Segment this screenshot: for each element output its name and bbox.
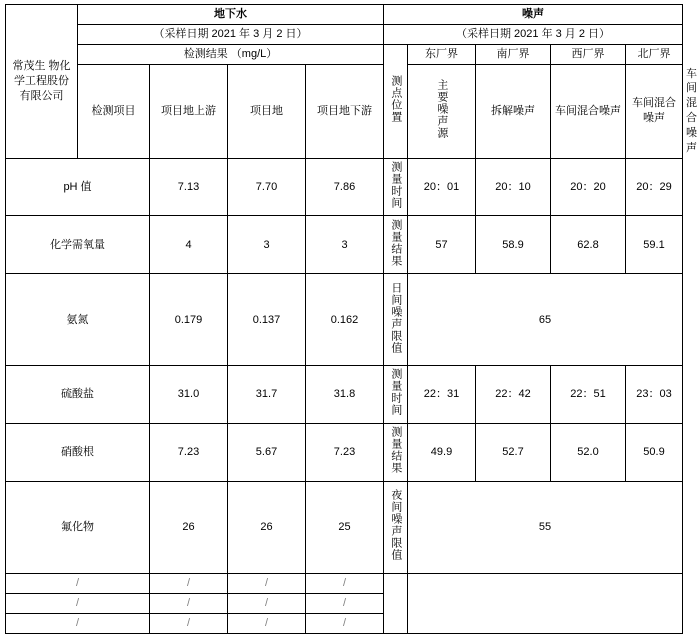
empty-cell-downstream: / bbox=[306, 574, 384, 594]
cell-result-day-east: 57 bbox=[408, 216, 476, 274]
table-row bbox=[6, 274, 683, 366]
table-header-date-row bbox=[6, 24, 683, 44]
row-label-measure-time-day: 测量时间 bbox=[384, 158, 408, 216]
header-site-west: 西厂界 bbox=[551, 44, 626, 64]
empty-cell-site: / bbox=[228, 574, 306, 594]
table-row bbox=[6, 424, 683, 482]
empty-noise-value-cell bbox=[408, 574, 683, 634]
cell-day-noise-limit-value: 65 bbox=[408, 274, 683, 366]
row-label-measure-result-night: 测量结果 bbox=[384, 424, 408, 482]
header-site-east: 东厂界 bbox=[408, 44, 476, 64]
empty-cell-item: / bbox=[6, 593, 150, 613]
cell-sulfate-site: 31.7 bbox=[228, 366, 306, 424]
cell-night-noise-limit-value: 55 bbox=[408, 482, 683, 574]
empty-cell-upstream: / bbox=[150, 593, 228, 613]
table-row bbox=[6, 216, 683, 274]
cell-cod-downstream: 3 bbox=[306, 216, 384, 274]
cell-time-night-north: 23：03 bbox=[626, 366, 683, 424]
header-groundwater-date: （采样日期 2021 年 3 月 2 日） bbox=[78, 24, 384, 44]
row-item-fluoride: 氟化物 bbox=[6, 482, 150, 574]
row-item-nitrate: 硝酸根 bbox=[6, 424, 150, 482]
cell-result-night-west: 52.0 bbox=[551, 424, 626, 482]
cell-result-day-south: 58.9 bbox=[476, 216, 551, 274]
empty-cell-downstream: / bbox=[306, 593, 384, 613]
cell-time-night-south: 22：42 bbox=[476, 366, 551, 424]
table-row bbox=[6, 366, 683, 424]
cell-time-day-south: 20：10 bbox=[476, 158, 551, 216]
cell-ph-upstream: 7.13 bbox=[150, 158, 228, 216]
monitoring-data-table bbox=[5, 4, 697, 634]
cell-fluoride-site: 26 bbox=[228, 482, 306, 574]
empty-cell-upstream: / bbox=[150, 613, 228, 633]
cell-result-day-north: 59.1 bbox=[626, 216, 683, 274]
cell-ammonia-upstream: 0.179 bbox=[150, 274, 228, 366]
cell-nitrate-downstream: 7.23 bbox=[306, 424, 384, 482]
cell-cod-site: 3 bbox=[228, 216, 306, 274]
header-site-south: 南厂界 bbox=[476, 44, 551, 64]
empty-cell-downstream: / bbox=[306, 613, 384, 633]
header-source-west: 车间混合噪声 bbox=[626, 64, 683, 158]
company-name-cell bbox=[6, 5, 78, 159]
header-source-south: 车间混合噪声 bbox=[551, 64, 626, 158]
empty-cell-item: / bbox=[6, 613, 150, 633]
empty-cell-item: / bbox=[6, 574, 150, 594]
header-test-result: 检测结果 （mg/L） bbox=[78, 44, 384, 64]
header-noise: 噪声 bbox=[384, 5, 683, 25]
cell-fluoride-upstream: 26 bbox=[150, 482, 228, 574]
cell-result-night-east: 49.9 bbox=[408, 424, 476, 482]
cell-sulfate-downstream: 31.8 bbox=[306, 366, 384, 424]
cell-nitrate-site: 5.67 bbox=[228, 424, 306, 482]
header-source-east: 拆解噪声 bbox=[476, 64, 551, 158]
cell-result-night-north: 50.9 bbox=[626, 424, 683, 482]
row-label-day-noise-limit: 日间噪声限值 bbox=[384, 274, 408, 366]
table-row bbox=[6, 158, 683, 216]
cell-nitrate-upstream: 7.23 bbox=[150, 424, 228, 482]
company-name-line1: 常茂生 物化 bbox=[12, 60, 71, 73]
header-test-item: 检测项目 bbox=[78, 64, 150, 158]
cell-time-day-north: 20：29 bbox=[626, 158, 683, 216]
table-row-empty bbox=[6, 574, 683, 594]
empty-cell-site: / bbox=[228, 593, 306, 613]
report-sheet bbox=[0, 4, 697, 640]
company-name-line3: 有限公司 bbox=[19, 89, 64, 102]
table-header-group-row bbox=[6, 5, 683, 25]
row-label-night-noise-limit: 夜间噪声限值 bbox=[384, 482, 408, 574]
row-item-ph: pH 值 bbox=[6, 158, 150, 216]
cell-ph-site: 7.70 bbox=[228, 158, 306, 216]
row-item-cod: 化学需氧量 bbox=[6, 216, 150, 274]
table-row bbox=[6, 482, 683, 574]
cell-ph-downstream: 7.86 bbox=[306, 158, 384, 216]
cell-fluoride-downstream: 25 bbox=[306, 482, 384, 574]
cell-cod-upstream: 4 bbox=[150, 216, 228, 274]
cell-time-day-west: 20：20 bbox=[551, 158, 626, 216]
empty-noise-label-cell bbox=[384, 574, 408, 634]
cell-time-day-east: 20：01 bbox=[408, 158, 476, 216]
cell-time-night-west: 22：51 bbox=[551, 366, 626, 424]
empty-cell-site: / bbox=[228, 613, 306, 633]
cell-result-day-west: 62.8 bbox=[551, 216, 626, 274]
cell-result-night-south: 52.7 bbox=[476, 424, 551, 482]
cell-time-night-east: 22：31 bbox=[408, 366, 476, 424]
row-item-ammonia: 氨氮 bbox=[6, 274, 150, 366]
row-item-sulfate: 硫酸盐 bbox=[6, 366, 150, 424]
table-header-subject-row bbox=[6, 44, 683, 64]
cell-ammonia-site: 0.137 bbox=[228, 274, 306, 366]
header-location-downstream: 项目地下游 bbox=[306, 64, 384, 158]
cell-sulfate-upstream: 31.0 bbox=[150, 366, 228, 424]
header-site-north: 北厂界 bbox=[626, 44, 683, 64]
header-main-noise-source bbox=[408, 64, 476, 158]
header-main-noise-source-label: 主要噪声源 bbox=[435, 78, 448, 139]
header-groundwater: 地下水 bbox=[78, 5, 384, 25]
row-label-measure-result-day: 测量结果 bbox=[384, 216, 408, 274]
row-label-measure-time-night: 测量时间 bbox=[384, 366, 408, 424]
header-site-position-label: 测点位置 bbox=[389, 74, 402, 123]
company-name-line2: 学工程股份 bbox=[14, 74, 69, 87]
header-location-site: 项目地 bbox=[228, 64, 306, 158]
header-site-position bbox=[384, 44, 408, 158]
empty-cell-upstream: / bbox=[150, 574, 228, 594]
header-location-upstream: 项目地上游 bbox=[150, 64, 228, 158]
header-noise-date: （采样日期 2021 年 3 月 2 日） bbox=[384, 24, 683, 44]
cell-ammonia-downstream: 0.162 bbox=[306, 274, 384, 366]
table-header-item-row: 检测项目 项目地上游 项目地 项目地下游 主要噪声源 拆解噪声 车间混合噪声 车间混合噪声 车间混合噪声 bbox=[6, 64, 683, 158]
